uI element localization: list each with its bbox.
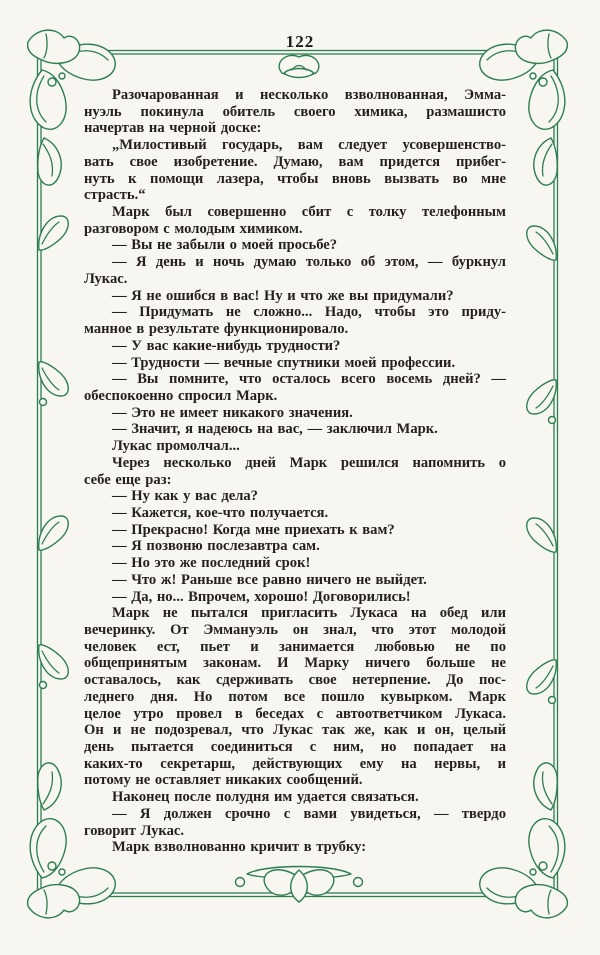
text-line: обеспокоенно спросил Марк. [84, 387, 278, 404]
text-line: — Я день и ночь думаю только об этом, — буркнул [112, 254, 506, 271]
page-number: 122 [285, 32, 315, 51]
text-line: Марк был совершенно сбит с толку телефонным [112, 204, 506, 221]
text-line: — Кажется, кое-что получается. [112, 504, 329, 521]
text-line: Он и не подозревал, что Лукас так же, как и он, целый [84, 722, 506, 739]
text-line: страсть.“ [84, 187, 146, 204]
text-line: потому не оставляет никаких сообщений. [84, 772, 363, 789]
text-line: Лукас. [84, 270, 128, 287]
text-line: — Трудности — вечные спутники моей профессии. [112, 354, 456, 371]
knot-icon [279, 55, 319, 77]
text-line: — У вас какие-нибудь трудности? [112, 337, 341, 354]
text-line: — Но это же последний срок! [112, 555, 311, 572]
text-line: оставалось, как сдерживать свое нетерпение. До пос- [84, 672, 506, 689]
text-line: — Придумать не сложно... Надо, чтобы это приду- [112, 304, 506, 321]
text-line: Лукас промолчал... [112, 438, 240, 455]
text-line: — Вы не забыли о моей просьбе? [112, 237, 338, 254]
text-line: — Что ж! Раньше все равно ничего не выйдет. [112, 571, 427, 588]
text-line: общепринятым законам. И Марку ничего больше не [84, 655, 506, 672]
text-line: Разочарованная и несколько взволнованная, Эмма- [112, 87, 506, 103]
text-line: разговором с молодым химиком. [84, 220, 303, 237]
text-line: — Прекрасно! Когда мне приехать к вам? [112, 521, 395, 538]
text-line: целое утро провел в беседах с автоответчиком Лукаса. [84, 705, 506, 722]
text-line: вечеринку. От Эммануэль он знал, что этот молодой [84, 622, 506, 638]
text-line: — Я не ошибся в вас! Ну и что же вы придумали? [112, 287, 454, 304]
text-line: день пытается соединиться с ним, но попадает на [84, 739, 506, 756]
text-line: каких-то секретарш, действующих ему на нервы, и [84, 755, 506, 772]
text-line: Марк не пытался пригласить Лукаса на обед или [112, 605, 506, 622]
text-line: начертав на черной доске: [84, 120, 262, 137]
text-line: — Вы помните, что осталось всего восемь дней? — [112, 371, 506, 388]
text-line: манное в результате функционировало. [84, 321, 349, 338]
text-line: „Милостивый государь, вам следует усовершенство- [112, 137, 506, 154]
text-line: — Я позвоню послезавтра сам. [112, 538, 320, 555]
text-line: нуэль покинула обитель своего химика, размашисто [84, 103, 506, 120]
text-line: себе еще раз: [84, 471, 172, 488]
text-line: — Это не имеет никакого значения. [112, 404, 353, 421]
text-line: Марк взволнованно кричит в трубку: [112, 839, 367, 856]
text-line: леднего дня. Но потом все пошло кувырком. Марк [84, 688, 506, 705]
text-line: — Значит, я надеюсь на вас, — заключил Марк. [112, 421, 438, 438]
text-line: нуть к помощи лазера, чтобы вновь вызвать во мне [84, 170, 506, 187]
text-line: человек ест, пьет и занимается любовью не по [84, 638, 506, 655]
text-line: говорит Лукас. [84, 822, 185, 839]
text-line: — Ну как у вас дела? [112, 488, 258, 505]
text-line: — Да, но... Впрочем, хорошо! Договорились! [112, 588, 411, 605]
text-line: вать свое изобретение. Думаю, вам придется прибег- [84, 153, 506, 170]
text-block [84, 87, 506, 856]
text-line: — Я должен срочно с вами увидеться, — твердо [112, 805, 506, 822]
text-line: Наконец после полудня им удается связаться. [112, 789, 419, 806]
text-line: Через несколько дней Марк решился напомнить о [112, 454, 506, 471]
